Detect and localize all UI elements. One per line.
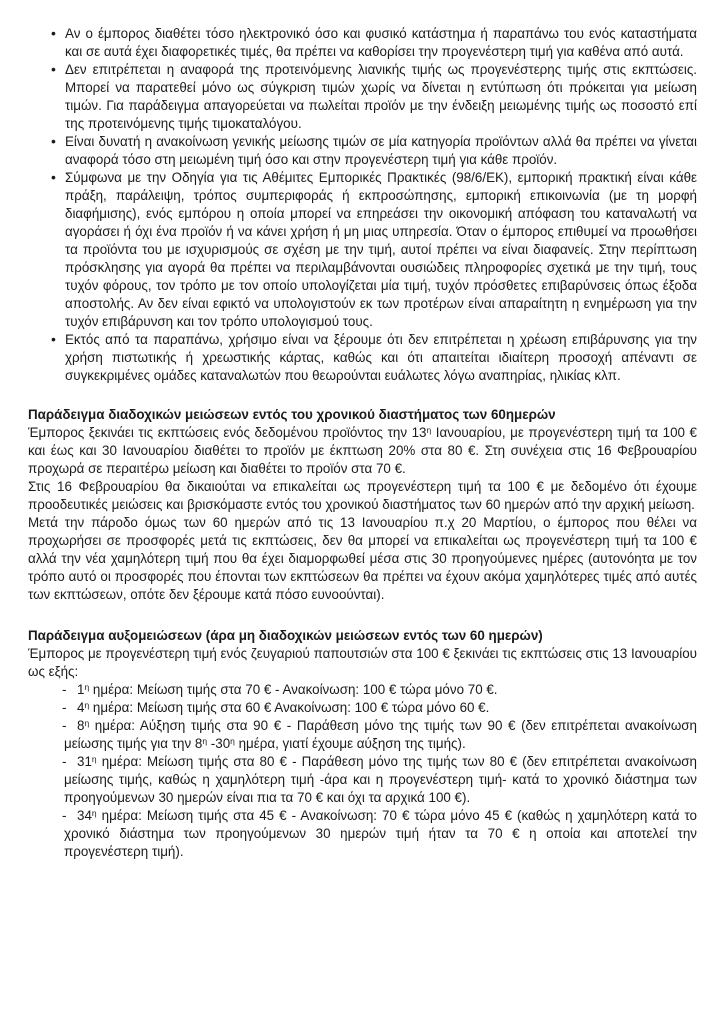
day-item [28, 753, 697, 807]
bullet-text: Σύμφωνα με την Οδηγία για τις Αθέμιτες Εμπορικές Πρακτικές (98/6/ΕΚ), εμπορική πρακτική είναι κάθε πράξη, παράλειψη, τρόπος συμπεριφοράς ή εκπροσώπησης, εμπορική επικοινωνία (με τη μορφή διαφήμισης), ενός εμπόρου η οποία μπορεί να επηρεάσει την οικονομική απόφαση του καταναλωτή να αγοράσει ή όχι ένα προϊόν ή να κάνει χρήση ή μη μιας υπηρεσία. Όταν ο έμπορος επιθυμεί να προωθήσει τα προϊόντα του με ισχυρισμούς σε σχέση με την τιμή, αυτοί πρέπει να είναι διαφανείς. Στην περίπτωση πρόσκλησης για αγορά θα πρέπει να περιλαμβάνονται ουσιώδεις πληροφορίες σχετικά με την τιμή, τους τυχόν φόρους, τον τρόπο με τον οποίο υπολογίζεται μία τιμή, τυχόν πρόσθετες επιβαρύνσεις όπως έξοδα αποστολής. Αν δεν είναι εφικτό να υπολογιστούν εκ των προτέρων είναι απαραίτητη η ενημέρωση για την τυχόν επιβάρυνση και τον τρόπο υπολογισμού τους. [65, 170, 697, 329]
bullet-item [28, 133, 697, 169]
day-item-text: $8^\eta$ ημέρα: Αύξηση τιμής στα 90 € - Παράθεση μόνο της τιμής των 90 € (δεν επιτρέπεται ανακοίνωση μείωσης τιμής για την $8^\eta$ $-30^\eta$ ημέρα, γιατί έχουμε αύξηση της τιμής). [64, 718, 697, 751]
dash-icon: - [62, 808, 67, 823]
dash-icon: - [62, 718, 67, 733]
paragraph: Έμπορος με προγενέστερη τιμή ενός ζευγαριού παπουτσιών στα 100 € ξεκινάει τις εκπτώσεις στις 13 Ιανουαρίου ως εξής: [28, 646, 697, 679]
day-item [28, 681, 697, 699]
day-item-text: $4^\eta$ ημέρα: Μείωση τιμής στα 60 € Ανακοίνωση: 100 € τώρα μόνο 60 €. [77, 700, 490, 715]
bullet-text: Είναι δυνατή η ανακοίνωση γενικής μείωσης τιμών σε μία κατηγορία προϊόντων αλλά θα πρέπει να γίνεται αναφορά τόσο στη μειωμένη τιμή όσο και στην προγενέστερη τιμή για κάθε προϊόν. [65, 134, 697, 167]
paragraph: Έμπορος ξεκινάει τις εκπτώσεις ενός δεδομένου προϊόντος την $13^\eta$ Ιανουαρίου, με προγενέστερη τιμή τα 100 € και έως και 30 Ιανουαρίου διαθέτει το προϊόν με έκπτωση 20% στα 80 €. Στη συνέχεια στις 16 Φεβρουαρίου προχωρά σε περαιτέρω μείωση και διαθέτει το προϊόν στα 70 €. [28, 425, 697, 476]
section-heading: Παράδειγμα αυξομειώσεων (άρα μη διαδοχικών μειώσεων εντός των 60 ημερών) [28, 628, 543, 643]
section-price-fluctuations [28, 627, 697, 861]
day-item [28, 807, 697, 861]
bullet-icon: • [51, 169, 56, 185]
section-heading: Παράδειγμα διαδοχικών μειώσεων εντός του χρονικού διαστήματος των 60ημερών [28, 407, 556, 422]
day-item-text: $1^\eta$ ημέρα: Μείωση τιμής στα 70 € - Ανακοίνωση: 100 € τώρα μόνο 70 €. [77, 682, 498, 697]
section-successive-reductions [28, 406, 697, 604]
paragraph: Στις 16 Φεβρουαρίου θα δικαιούται να επικαλείται ως προγενέστερη τιμή τα 100 € με δεδομένο ότι έχουμε προοδευτικές μειώσεις και βρισκόμαστε εντός του χρονικού διαστήματος των 60 ημερών από την αρχική μείωση. [28, 479, 697, 512]
day-item-text: $31^\eta$ ημέρα: Μείωση τιμής στα 80 € - Παράθεση μόνο της τιμής των 80 € (δεν επιτρέπεται ανακοίνωση μείωσης τιμής, καθώς η χαμηλότερη τιμή -άρα και η προγενέστερη τιμή- κατά το χρονικό διάστημα των προηγούμενων 30 ημερών είναι πια τα 70 € και όχι τα αρχικά 100 €). [64, 754, 697, 805]
bullet-list [28, 25, 697, 385]
dash-icon: - [62, 682, 67, 697]
bullet-text: Δεν επιτρέπεται η αναφορά της προτεινόμενης λιανικής τιμής ως προγενέστερης τιμής στις εκπτώσεις. Μπορεί να παρατεθεί μόνο ως σύγκριση τιμών χωρίς να δίνεται η εντύπωση ότι πρόκειται για μείωση τιμών. Για παράδειγμα απαγορεύεται να πωλείται προϊόν με την ένδειξη μειωμένης τιμής ως ποσοστό επί της προτεινόμενης τιμής τιμοκαταλόγου. [65, 62, 697, 131]
bullet-item [28, 25, 697, 61]
bullet-icon: • [51, 331, 56, 347]
bullet-item [28, 169, 697, 331]
day-item-text: $34^\eta$ ημέρα: Μείωση τιμής στα 45 € - Ανακοίνωση: 70 € τώρα μόνο 45 € (καθώς η χαμηλότερη κατά το χρονικό διάστημα των προηγούμενων 30 ημερών τιμή ήταν τα 70 € η οποία και αποτελεί την προγενέστερη τιμή). [64, 808, 697, 859]
day-list [28, 681, 697, 861]
dash-icon: - [62, 700, 67, 715]
bullet-text: Εκτός από τα παραπάνω, χρήσιμο είναι να ξέρουμε ότι δεν επιτρέπεται η χρέωση επιβάρυνσης για την χρήση πιστωτικής ή χρεωστικής κάρτας, καθώς και ότι απαιτείται ιδιαίτερη προσοχή απέναντι σε συγκεκριμένες ομάδες καταναλωτών που θεωρούνται ευάλωτες λόγω αναπηρίας, ηλικίας κλπ. [65, 332, 697, 383]
day-item [28, 699, 697, 717]
bullet-icon: • [51, 25, 56, 41]
paragraph: Μετά την πάροδο όμως των 60 ημερών από τις 13 Ιανουαρίου π.χ 20 Μαρτίου, ο έμπορος που θέλει να προχωρήσει σε προσφορές μετά τις εκπτώσεις, δεν θα μπορεί να επικαλείται ως προγενέστερη τιμή τα 100 € αλλά την νέα χαμηλότερη τιμή που θα έχει διαμορφωθεί μέσα στις 30 προηγούμενες ημέρες (αυτονόητα με τον τρόπο αυτό οι προσφορές που έπονται των εκπτώσεων θα πρέπει να έχουν ακόμα χαμηλότερες τιμές από αυτές των εκπτώσεων, οπότε δεν ξέρουμε κατά πόσο ευνοούνται). [28, 515, 697, 602]
day-item [28, 717, 697, 753]
bullet-item [28, 61, 697, 133]
bullet-item [28, 331, 697, 385]
bullet-icon: • [51, 61, 56, 77]
bullet-text: Αν ο έμπορος διαθέτει τόσο ηλεκτρονικό όσο και φυσικό κατάστημα ή παραπάνω του ενός καταστήματα και σε αυτά έχει διαφορετικές τιμές, θα πρέπει να καθορίσει την προγενέστερη τιμή για καθένα από αυτά. [65, 26, 697, 59]
bullet-icon: • [51, 133, 56, 149]
dash-icon: - [62, 754, 67, 769]
